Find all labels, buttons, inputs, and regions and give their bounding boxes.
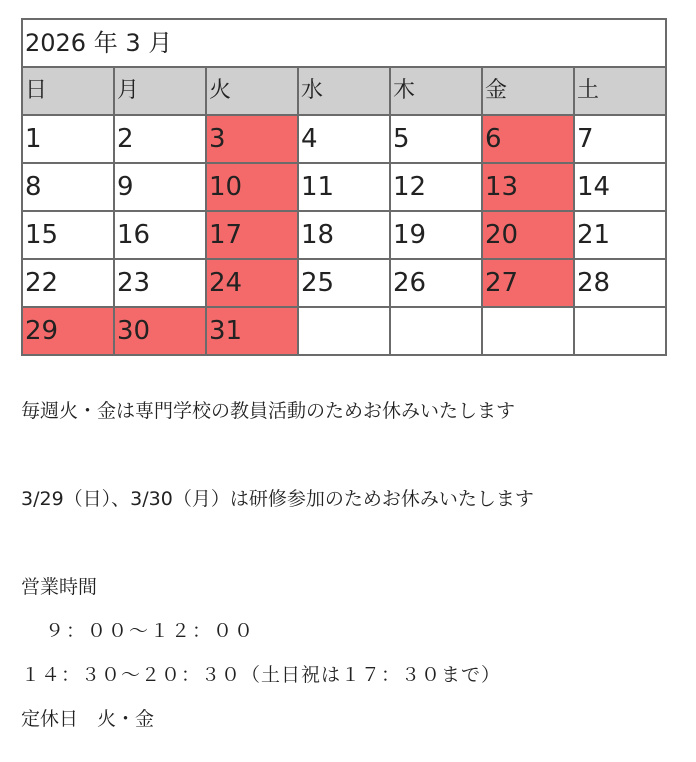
day-cell: 17 [206,211,298,259]
day-cell: 18 [298,211,390,259]
weekday-header-sun: 日 [22,67,114,115]
day-cell: 29 [22,307,114,355]
day-cell [298,307,390,355]
day-cell: 22 [22,259,114,307]
special-closure-notice: 3/29（日）、3/30（月）は研修参加のためお休みいたします [21,488,534,510]
day-cell: 2 [114,115,206,163]
day-cell: 13 [482,163,574,211]
weekday-header-tue: 火 [206,67,298,115]
day-cell: 12 [390,163,482,211]
weekday-header-row [22,67,666,115]
day-cell: 8 [22,163,114,211]
day-cell: 25 [298,259,390,307]
calendar-body [22,115,666,355]
day-cell: 1 [22,115,114,163]
day-cell: 30 [114,307,206,355]
week-row [22,211,666,259]
day-cell: 11 [298,163,390,211]
day-cell: 15 [22,211,114,259]
day-cell: 24 [206,259,298,307]
day-cell: 28 [574,259,666,307]
day-cell: 10 [206,163,298,211]
day-cell: 9 [114,163,206,211]
day-cell: 27 [482,259,574,307]
weekly-closure-notice: 毎週火・金は専門学校の教員活動のためお休みいたします [21,400,516,422]
day-cell: 19 [390,211,482,259]
week-row [22,115,666,163]
day-cell: 21 [574,211,666,259]
regular-closed-days: 定休日 火・金 [21,708,155,730]
weekday-header-wed: 水 [298,67,390,115]
weekday-header-fri: 金 [482,67,574,115]
week-row [22,259,666,307]
calendar-title: 2026 年 3 月 [22,19,666,67]
business-hours-morning: ９：００〜１２：００ [45,620,256,642]
day-cell: 4 [298,115,390,163]
day-cell: 23 [114,259,206,307]
day-cell: 5 [390,115,482,163]
day-cell [482,307,574,355]
day-cell: 20 [482,211,574,259]
day-cell [574,307,666,355]
weekday-header-mon: 月 [114,67,206,115]
notice-section [21,396,681,734]
day-cell: 7 [574,115,666,163]
day-cell: 6 [482,115,574,163]
calendar-title-row [22,19,666,67]
weekday-header-sat: 土 [574,67,666,115]
business-hours-label: 営業時間 [21,576,98,598]
day-cell: 16 [114,211,206,259]
day-cell: 26 [390,259,482,307]
calendar-table [21,18,667,356]
day-cell: 31 [206,307,298,355]
day-cell: 3 [206,115,298,163]
weekday-header-thu: 木 [390,67,482,115]
day-cell [390,307,482,355]
week-row [22,307,666,355]
week-row [22,163,666,211]
business-hours-evening: １４：３０〜２０：３０（土日祝は１７：３０まで） [21,664,502,686]
day-cell: 14 [574,163,666,211]
